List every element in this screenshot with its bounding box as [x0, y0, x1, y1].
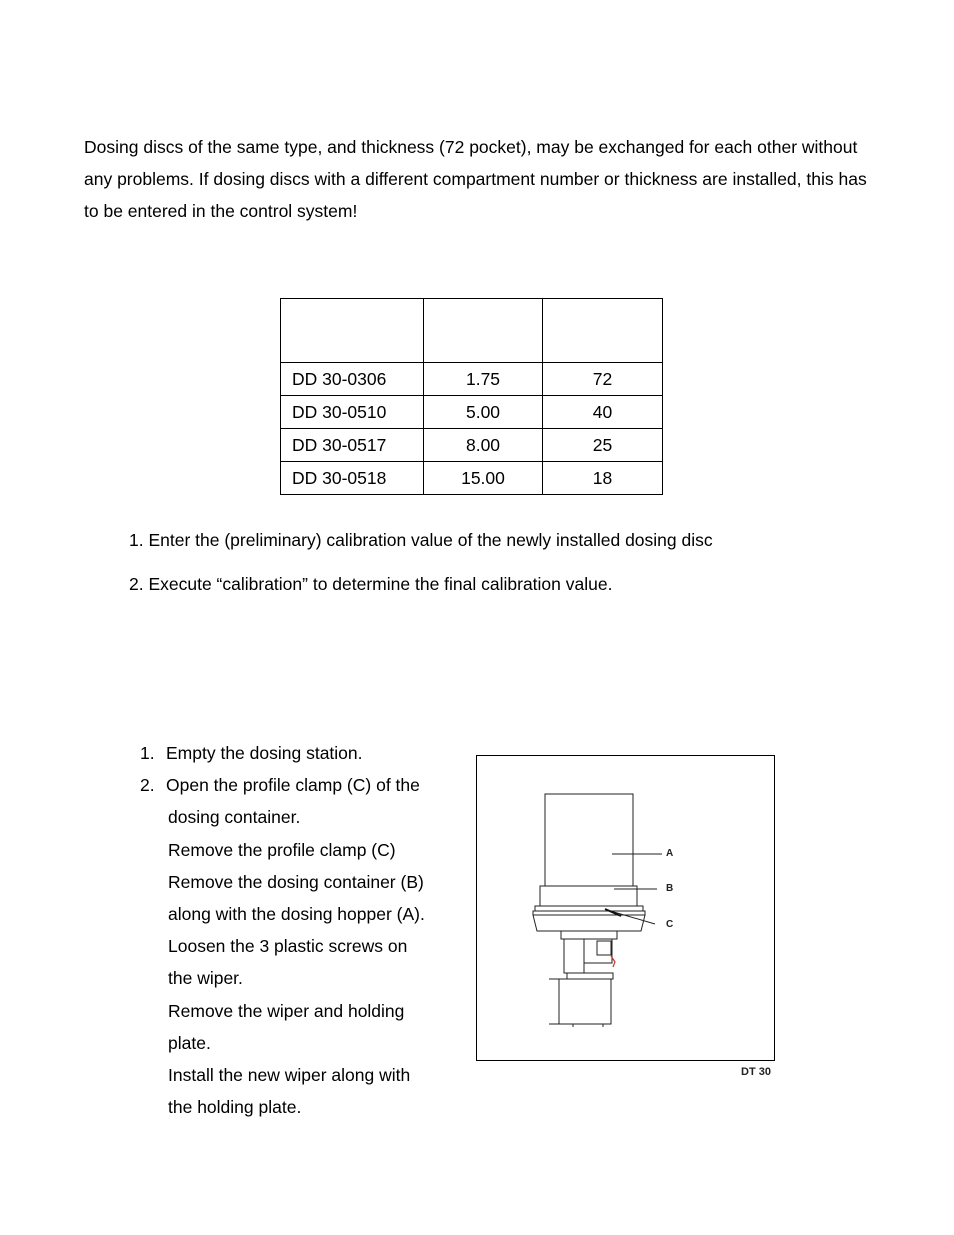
- disc-pockets-cell: 18: [543, 462, 663, 495]
- table-row: [281, 363, 663, 396]
- table-row: [281, 462, 663, 495]
- figure-caption: DT 30: [741, 1066, 771, 1078]
- step-number: 1.: [140, 743, 155, 763]
- step-number: 2.: [140, 775, 155, 796]
- table-row: [281, 429, 663, 462]
- calibration-step: 1. Enter the (preliminary) calibration value of the newly installed dosing disc: [129, 530, 713, 550]
- disc-pockets-cell: 72: [543, 363, 663, 396]
- table-header-cell: [424, 299, 543, 363]
- list-item: [140, 737, 460, 769]
- list-item: the holding plate.: [168, 1097, 302, 1118]
- label-c: C: [666, 919, 674, 930]
- disc-thickness-cell: 1.75: [424, 363, 543, 396]
- list-item: Remove the dosing container (B): [168, 871, 424, 892]
- list-item: dosing container.: [168, 807, 301, 828]
- list-item: the wiper.: [168, 968, 243, 989]
- disc-thickness-cell: 15.00: [424, 462, 543, 495]
- disc-pockets-cell: 25: [543, 429, 663, 462]
- dosing-disc-table: [280, 298, 663, 495]
- profile-clamp-shape: [535, 906, 643, 911]
- dosing-station-diagram: [476, 755, 775, 1061]
- disc-type-cell: DD 30-0518: [281, 462, 424, 495]
- disc-type-cell: DD 30-0517: [281, 429, 424, 462]
- dosing-station-drawing: [477, 756, 776, 1062]
- disc-type-cell: DD 30-0306: [281, 363, 424, 396]
- table-row: [281, 396, 663, 429]
- step-text: Empty the dosing station.: [166, 743, 363, 763]
- disc-type-cell: DD 30-0510: [281, 396, 424, 429]
- step-text: Open the profile clamp (C) of the: [166, 775, 420, 796]
- disc-thickness-cell: 5.00: [424, 396, 543, 429]
- disc-thickness-cell: 8.00: [424, 429, 543, 462]
- label-b: B: [666, 883, 674, 894]
- wiper-replacement-steps: [140, 737, 460, 1123]
- disc-pockets-cell: 40: [543, 396, 663, 429]
- list-item: Loosen the 3 plastic screws on: [168, 936, 408, 957]
- label-a: A: [666, 848, 674, 859]
- calibration-step: 2. Execute “calibration” to determine the final calibration value.: [129, 574, 613, 594]
- table-header-row: [281, 299, 663, 363]
- calibration-steps: [129, 525, 713, 613]
- dosing-hopper-shape: [545, 794, 633, 886]
- list-item: [140, 769, 460, 801]
- list-item: Remove the profile clamp (C): [168, 839, 396, 860]
- list-item: along with the dosing hopper (A).: [168, 904, 425, 925]
- list-item: plate.: [168, 1032, 211, 1053]
- table-header-cell: [543, 299, 663, 363]
- intro-paragraph: Dosing discs of the same type, and thickness (72 pocket), may be exchanged for each other without any problems. If dosing discs with a different compartment number or thickness are installed, this has to be entered in the control system!: [84, 137, 867, 221]
- list-item: Remove the wiper and holding: [168, 1000, 405, 1021]
- list-item: Install the new wiper along with: [168, 1065, 411, 1086]
- table-header-cell: [281, 299, 424, 363]
